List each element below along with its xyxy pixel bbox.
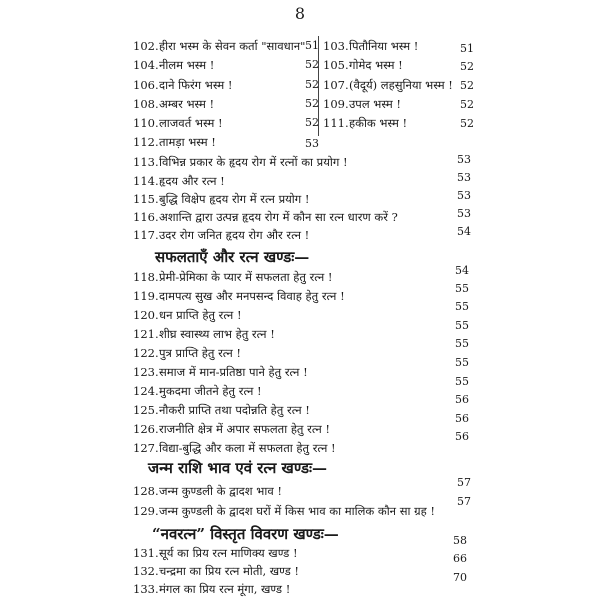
entry-number: 129. xyxy=(133,504,159,518)
entry-title: मंगल का प्रिय रत्न मूंगा, खण्ड ! xyxy=(159,582,291,596)
entry-title: लाजवर्त भस्म ! xyxy=(159,116,223,130)
entry-title: जन्म कुण्डली के द्वादश घरों में किस भाव का मालिक कौन सा ग्रह ! xyxy=(159,504,435,518)
entry-page: 56 xyxy=(455,430,469,443)
entry-page: 55 xyxy=(455,337,469,350)
entry-page: 53 xyxy=(457,171,471,184)
entry-number: 131. xyxy=(133,546,159,560)
toc-entry-116 xyxy=(133,208,480,226)
entry-number: 111. xyxy=(323,116,349,130)
entry-page: 53 xyxy=(457,189,471,202)
entry-title: जन्म कुण्डली के द्वादश भाव ! xyxy=(159,484,282,498)
entry-number: 124. xyxy=(133,384,159,398)
entry-title: विद्या-बुद्धि और कला में सफलता हेतु रत्न ! xyxy=(159,441,336,455)
toc-entry-107 xyxy=(323,76,453,94)
entry-title: गोमेद भस्म ! xyxy=(349,58,403,72)
entry-page: 54 xyxy=(457,225,471,238)
entry-number: 114. xyxy=(133,174,159,188)
entry-title: पुत्र प्राप्ति हेतु रत्न ! xyxy=(159,346,241,360)
toc-entry-104 xyxy=(133,56,214,74)
entry-title: सूर्य का प्रिय रत्न माणिक्य खण्ड ! xyxy=(159,546,298,560)
entry-number: 122. xyxy=(133,346,159,360)
entry-title: पितौनिया भस्म ! xyxy=(349,39,419,53)
entry-page: 53 xyxy=(457,153,471,166)
toc-entry-106 xyxy=(133,76,233,94)
toc-entry-103 xyxy=(323,37,418,55)
entry-title: समाज में मान-प्रतिष्ठा पाने हेतु रत्न ! xyxy=(159,365,308,379)
entry-title: बुद्धि विक्षेप हृदय रोग में रत्न प्रयोग ! xyxy=(159,192,310,206)
entry-number: 109. xyxy=(323,97,349,111)
entry-page: 66 xyxy=(453,552,467,565)
entry-title: धन प्राप्ति हेतु रत्न ! xyxy=(159,308,242,322)
entry-title: हीरा भस्म के सेवन कर्ता "सावधान" xyxy=(159,39,306,53)
entry-page: 70 xyxy=(453,571,467,584)
entry-page: 55 xyxy=(455,356,469,369)
toc-entry-124 xyxy=(133,382,480,400)
entry-number: 132. xyxy=(133,564,159,578)
entry-title: शीघ्र स्वास्थ्य लाभ हेतु रत्न ! xyxy=(159,327,275,341)
entry-number: 103. xyxy=(323,39,349,53)
entry-number: 125. xyxy=(133,403,159,417)
entry-page: 57 xyxy=(457,495,471,508)
toc-entry-123 xyxy=(133,363,480,381)
entry-number: 104. xyxy=(133,58,159,72)
entry-title: मुकदमा जीतने हेतु रत्न ! xyxy=(159,384,262,398)
entry-number: 133. xyxy=(133,582,159,596)
entry-page: 55 xyxy=(455,300,469,313)
entry-title: तामड़ा भस्म ! xyxy=(159,135,216,149)
toc-entry-117 xyxy=(133,226,480,244)
entry-number: 113. xyxy=(133,155,159,169)
entry-title: (वैदूर्य) लहसुनिया भस्म ! xyxy=(349,78,453,92)
toc-entry-133 xyxy=(133,580,480,598)
toc-entry-114 xyxy=(133,172,480,190)
entry-title: अशान्ति द्वारा उत्पन्न हृदय रोग में कौन सा रत्न धारण करें ? xyxy=(159,210,398,224)
entry-title: प्रेमी-प्रेमिका के प्यार में सफलता हेतु रत्न ! xyxy=(159,270,333,284)
entry-number: 108. xyxy=(133,97,159,111)
entry-number: 119. xyxy=(133,289,159,303)
entry-title: उदर रोग जनित हृदय रोग और रत्न ! xyxy=(159,228,310,242)
toc-entry-115 xyxy=(133,190,480,208)
entry-number: 117. xyxy=(133,228,159,242)
entry-page: 54 xyxy=(455,264,469,277)
entry-number: 128. xyxy=(133,484,159,498)
toc-entry-118 xyxy=(133,268,480,286)
toc-entry-119 xyxy=(133,287,480,305)
entry-number: 105. xyxy=(323,58,349,72)
toc-entry-102 xyxy=(133,37,305,55)
entry-page: 56 xyxy=(455,412,469,425)
toc-entry-129 xyxy=(133,502,480,520)
entry-number: 126. xyxy=(133,422,159,436)
toc-entry-132 xyxy=(133,562,480,580)
entry-page: 53 xyxy=(305,137,319,150)
entry-title: हृदय और रत्न ! xyxy=(159,174,225,188)
entry-page: 52 xyxy=(460,60,474,73)
entry-number: 127. xyxy=(133,441,159,455)
entry-page: 56 xyxy=(455,393,469,406)
toc-entry-105 xyxy=(323,56,403,74)
entry-title: हकीक भस्म ! xyxy=(349,116,408,130)
toc-entry-121 xyxy=(133,325,480,343)
entry-number: 107. xyxy=(323,78,349,92)
entry-page: 52 xyxy=(460,79,474,92)
entry-page: 55 xyxy=(455,319,469,332)
entry-page: 52 xyxy=(305,78,319,91)
entry-title: विभिन्न प्रकार के हृदय रोग में रत्नों का प्रयोग ! xyxy=(159,155,348,169)
toc-entry-131 xyxy=(133,544,480,562)
entry-number: 102. xyxy=(133,39,159,53)
toc-entry-110 xyxy=(133,114,223,132)
entry-number: 116. xyxy=(133,210,159,224)
entry-number: 121. xyxy=(133,327,159,341)
toc-entry-120 xyxy=(133,306,480,324)
entry-page: 55 xyxy=(455,282,469,295)
entry-page: 52 xyxy=(305,58,319,71)
entry-title: नौकरी प्राप्ति तथा पदोन्नति हेतु रत्न ! xyxy=(159,403,310,417)
entry-title: अम्बर भस्म ! xyxy=(159,97,215,111)
toc-entry-126 xyxy=(133,420,480,438)
entry-page: 52 xyxy=(460,98,474,111)
toc-entry-108 xyxy=(133,95,214,113)
entry-page: 51 xyxy=(305,39,319,52)
entry-title: दामपत्य सुख और मनपसन्द विवाह हेतु रत्न ! xyxy=(159,289,345,303)
toc-entry-111 xyxy=(323,114,407,132)
entry-number: 123. xyxy=(133,365,159,379)
section-heading: जन्म राशि भाव एवं रत्न खण्डः— xyxy=(148,459,328,477)
entry-title: राजनीति क्षेत्र में अपार सफलता हेतु रत्न ! xyxy=(159,422,331,436)
toc-entry-127 xyxy=(133,439,480,457)
entry-title: नीलम भस्म ! xyxy=(159,58,215,72)
toc-entry-112 xyxy=(133,133,216,151)
entry-number: 106. xyxy=(133,78,159,92)
entry-number: 118. xyxy=(133,270,159,284)
entry-title: उपल भस्म ! xyxy=(349,97,401,111)
entry-number: 110. xyxy=(133,116,159,130)
entry-page: 51 xyxy=(460,42,474,55)
entry-page: 52 xyxy=(460,117,474,130)
entry-title: चन्द्रमा का प्रिय रत्न मोती, खण्ड ! xyxy=(159,564,300,578)
toc-entry-125 xyxy=(133,401,480,419)
entry-title: दाने फिरंग भस्म ! xyxy=(159,78,233,92)
toc-entry-109 xyxy=(323,95,401,113)
entry-number: 120. xyxy=(133,308,159,322)
page-number: 8 xyxy=(294,4,306,23)
toc-entry-113 xyxy=(133,153,480,171)
entry-page: 52 xyxy=(305,97,319,110)
toc-entry-122 xyxy=(133,344,480,362)
entry-page: 52 xyxy=(305,116,319,129)
entry-number: 115. xyxy=(133,192,159,206)
section-heading: “नवरत्न” विस्तृत विवरण खण्डः— xyxy=(152,525,339,543)
entry-page: 53 xyxy=(457,207,471,220)
entry-page: 58 xyxy=(453,534,467,547)
entry-page: 57 xyxy=(457,476,471,489)
section-heading: सफलताएँ और रत्न खण्डः— xyxy=(155,248,310,266)
toc-entry-128 xyxy=(133,482,480,500)
entry-number: 112. xyxy=(133,135,159,149)
entry-page: 55 xyxy=(455,375,469,388)
